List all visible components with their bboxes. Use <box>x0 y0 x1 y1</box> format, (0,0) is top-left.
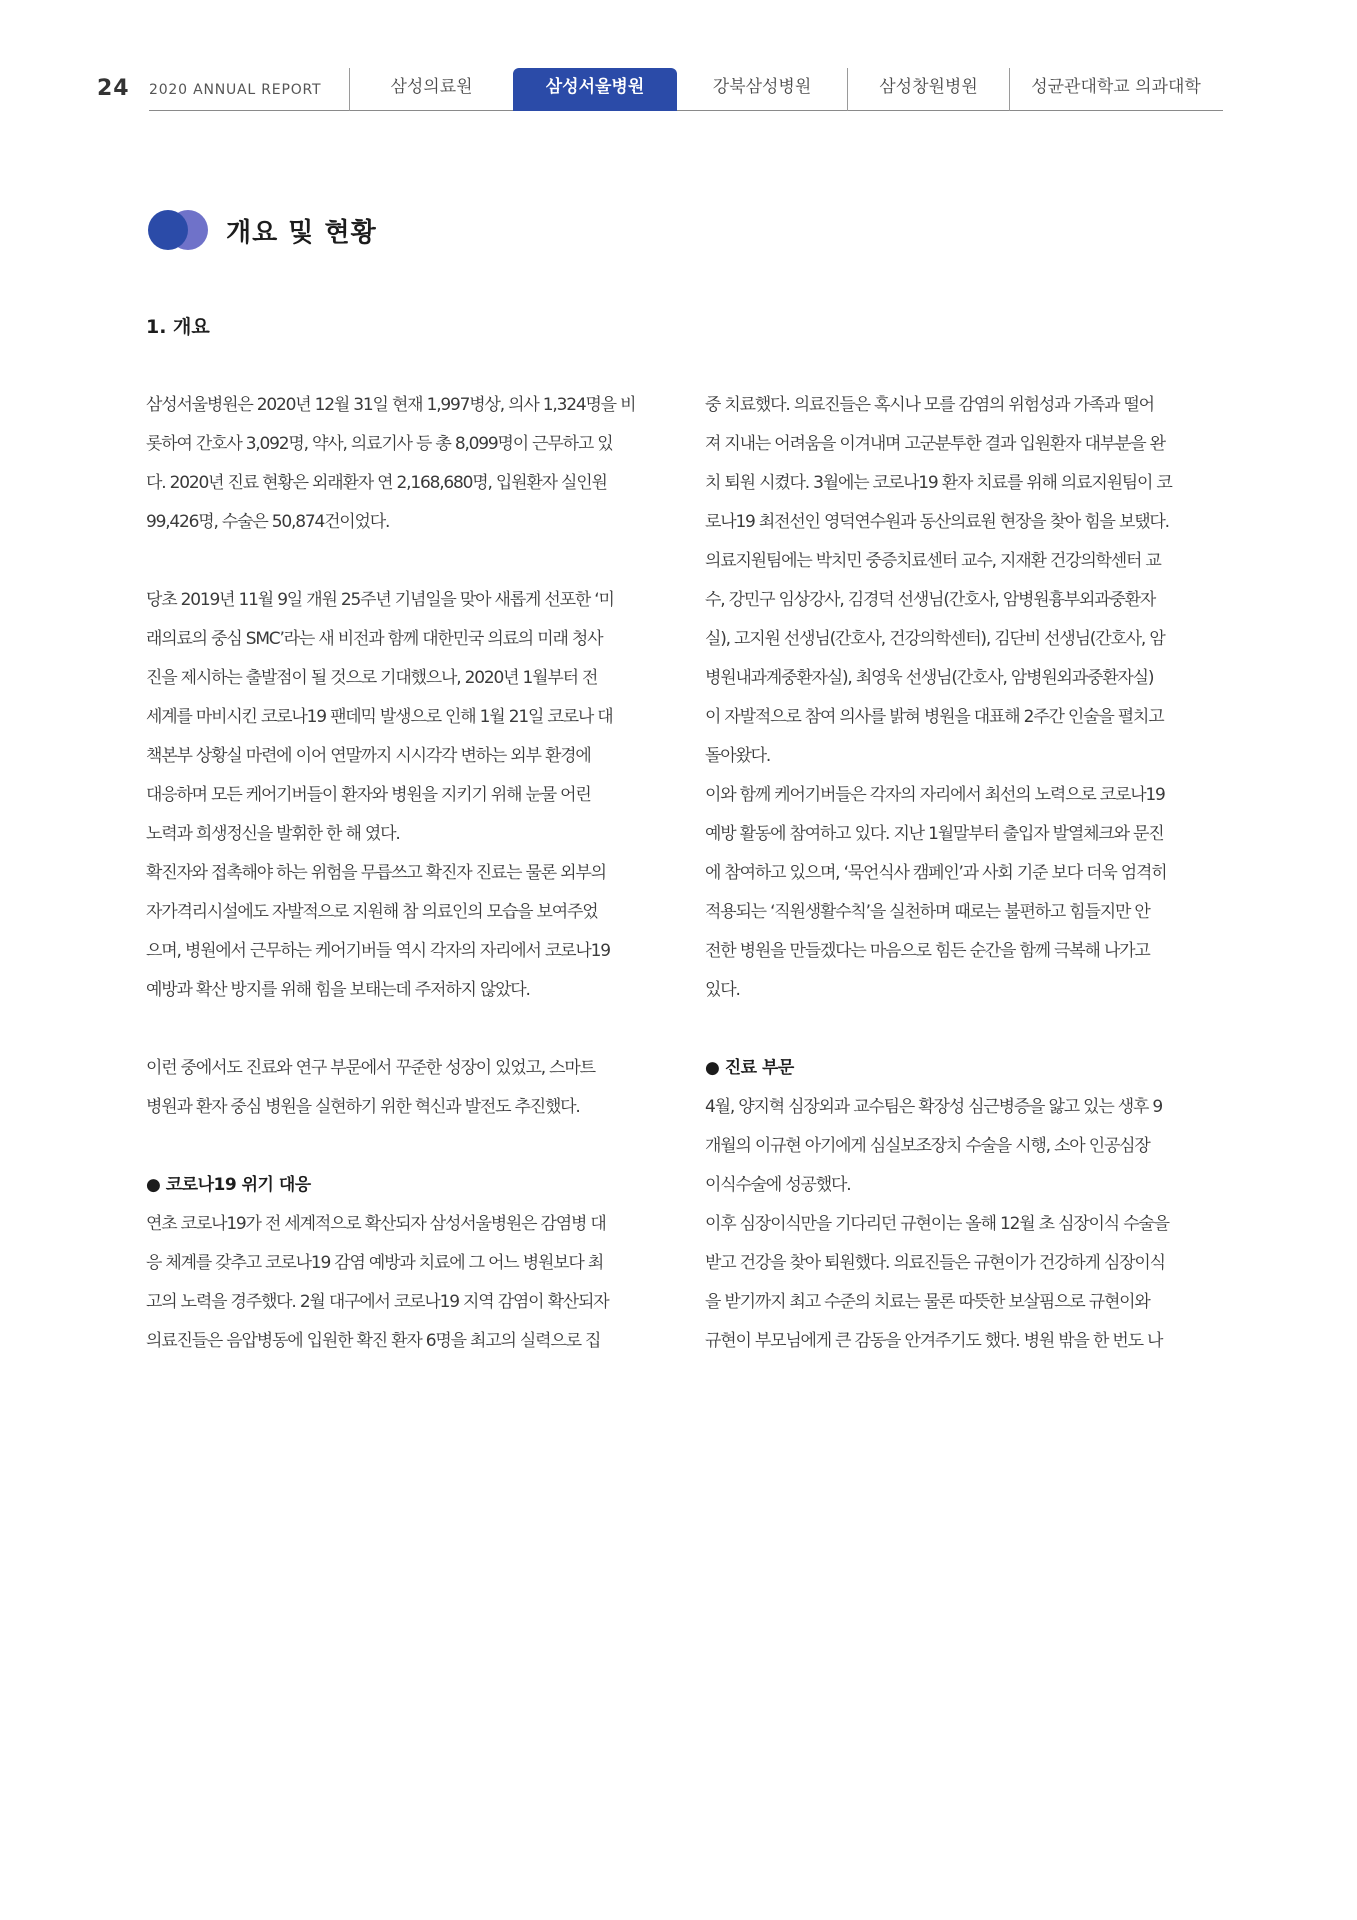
text-line: 져 지내는 어려움을 이겨내며 고군분투한 결과 입원환자 대부분을 완 <box>705 434 1165 454</box>
text-line: 진을 제시하는 출발점이 될 것으로 기대했으나, 2020년 1월부터 전 <box>146 668 598 688</box>
text-line: 래의료의 중심 SMC’라는 새 비전과 함께 대한민국 의료의 미래 청사 <box>146 629 603 649</box>
text-line: 으며, 병원에서 근무하는 케어기버들 역시 각자의 자리에서 코로나19 <box>146 941 610 961</box>
paragraph-gap <box>705 1010 1224 1049</box>
text-line: 확진자와 접촉해야 하는 위험을 무릅쓰고 확진자 진료는 물론 외부의 <box>146 863 606 883</box>
text-line: 예방 활동에 참여하고 있다. 지난 1월말부터 출입자 발열체크와 문진 <box>705 824 1164 844</box>
text-line: 이 자발적으로 참여 의사를 밝혀 병원을 대표해 2주간 인술을 펼치고 <box>705 707 1164 727</box>
text-line: 적용되는 ‘직원생활수칙’을 실천하며 때로는 불편하고 힘들지만 안 <box>705 902 1150 922</box>
text-line: 에 참여하고 있으며, ‘묵언식사 캠페인’과 사회 기준 보다 더욱 엄격히 <box>705 863 1167 883</box>
section-title <box>146 208 377 252</box>
text-line: 병원과 환자 중심 병원을 실현하기 위한 혁신과 발전도 추진했다. <box>146 1097 580 1117</box>
right-column <box>705 386 1224 1361</box>
left-column <box>146 386 665 1361</box>
text-line: 노력과 희생정신을 발휘한 한 해 였다. <box>146 824 400 844</box>
hospital-nav <box>349 68 1222 111</box>
covid-response-heading: ● 코로나19 위기 대응 <box>146 1175 311 1195</box>
text-line: 을 받기까지 최고 수준의 치료는 물론 따뜻한 보살핌으로 규현이와 <box>705 1292 1150 1312</box>
text-line: 전한 병원을 만들겠다는 마음으로 힘든 순간을 함께 극복해 나가고 <box>705 941 1150 961</box>
paragraph-gap <box>146 542 665 581</box>
tab-skku-medicine[interactable]: 성균관대학교 의과대학 <box>1009 68 1222 111</box>
tab-kangbuk-samsung-hospital[interactable]: 강북삼성병원 <box>712 77 812 97</box>
page-number: 24 <box>97 76 130 101</box>
text-line: 응 체계를 갖추고 코로나19 감염 예방과 치료에 그 어느 병원보다 최 <box>146 1253 604 1273</box>
text-line: 이와 함께 케어기버들은 각자의 자리에서 최선의 노력으로 코로나19 <box>705 785 1165 805</box>
text-line: 받고 건강을 찾아 퇴원했다. 의료진들은 규현이가 건강하게 심장이식 <box>705 1253 1165 1273</box>
tab-samsung-changwon-hospital[interactable]: 삼성창원병원 <box>847 68 1009 111</box>
subsection-title: 1. 개요 <box>146 316 210 338</box>
section-title-text: 개요 및 현황 <box>226 217 377 248</box>
medical-care-heading: ● 진료 부문 <box>705 1058 794 1078</box>
text-line: 의료지원팀에는 박치민 중증치료센터 교수, 지재환 건강의학센터 교 <box>705 551 1161 571</box>
text-line: 의료진들은 음압병동에 입원한 확진 환자 6명을 최고의 실력으로 집 <box>146 1331 601 1351</box>
text-line: 99,426명, 수술은 50,874건이었다. <box>146 512 390 532</box>
text-line: 연초 코로나19가 전 세계적으로 확산되자 삼성서울병원은 감염병 대 <box>146 1214 606 1234</box>
text-line: 삼성서울병원은 2020년 12월 31일 현재 1,997병상, 의사 1,324명을 비 <box>146 395 636 415</box>
text-line: 다. 2020년 진료 현황은 외래환자 연 2,168,680명, 입원환자 실인원 <box>146 473 607 493</box>
text-line: 중 치료했다. 의료진들은 혹시나 모를 감염의 위험성과 가족과 떨어 <box>705 395 1154 415</box>
double-circle-icon <box>146 208 212 252</box>
text-line: 이런 중에서도 진료와 연구 부문에서 꾸준한 성장이 있었고, 스마트 <box>146 1058 595 1078</box>
tab-samsung-seoul-hospital[interactable]: 삼성서울병원 <box>513 68 677 111</box>
text-line: 자가격리시설에도 자발적으로 지원해 참 의료인의 모습을 보여주었 <box>146 902 598 922</box>
text-line: 이식수술에 성공했다. <box>705 1175 851 1195</box>
text-line: 롯하여 간호사 3,092명, 약사, 의료기사 등 총 8,099명이 근무하고 있 <box>146 434 613 454</box>
text-line: 책본부 상황실 마련에 이어 연말까지 시시각각 변하는 외부 환경에 <box>146 746 591 766</box>
text-line: 수, 강민구 임상강사, 김경덕 선생님(간호사, 암병원흉부외과중환자 <box>705 590 1156 610</box>
text-line: 고의 노력을 경주했다. 2월 대구에서 코로나19 지역 감염이 확산되자 <box>146 1292 609 1312</box>
text-line: 규현이 부모님에게 큰 감동을 안겨주기도 했다. 병원 밖을 한 번도 나 <box>705 1331 1163 1351</box>
text-line: 세계를 마비시킨 코로나19 팬데믹 발생으로 인해 1월 21일 코로나 대 <box>146 707 613 727</box>
paragraph-gap <box>146 1127 665 1166</box>
text-line: 4월, 양지혁 심장외과 교수팀은 확장성 심근병증을 앓고 있는 생후 9 <box>705 1097 1163 1117</box>
text-line: 개월의 이규현 아기에게 심실보조장치 수술을 시행, 소아 인공심장 <box>705 1136 1150 1156</box>
text-line: 병원내과계중환자실), 최영욱 선생님(간호사, 암병원외과중환자실) <box>705 668 1154 688</box>
text-line: 예방과 확산 방지를 위해 힘을 보태는데 주저하지 않았다. <box>146 980 530 1000</box>
text-line: 치 퇴원 시켰다. 3월에는 코로나19 환자 치료를 위해 의료지원팀이 코 <box>705 473 1172 493</box>
page-header <box>97 68 1223 112</box>
paragraph-gap <box>146 1010 665 1049</box>
text-line: 대응하며 모든 케어기버들이 환자와 병원을 지키기 위해 눈물 어린 <box>146 785 591 805</box>
text-line: 돌아왔다. <box>705 746 771 766</box>
tab-samsung-medical-center[interactable]: 삼성의료원 <box>349 68 513 111</box>
report-label: 2020 ANNUAL REPORT <box>149 82 322 98</box>
text-line: 있다. <box>705 980 740 1000</box>
text-line: 이후 심장이식만을 기다리던 규현이는 올해 12월 초 심장이식 수술을 <box>705 1214 1169 1234</box>
text-line: 로나19 최전선인 영덕연수원과 동산의료원 현장을 찾아 힘을 보탰다. <box>705 512 1169 532</box>
text-line: 당초 2019년 11월 9일 개원 25주년 기념일을 맞아 새롭게 선포한 ‘미 <box>146 590 614 610</box>
text-line: 실), 고지원 선생님(간호사, 건강의학센터), 김단비 선생님(간호사, 암 <box>705 629 1165 649</box>
